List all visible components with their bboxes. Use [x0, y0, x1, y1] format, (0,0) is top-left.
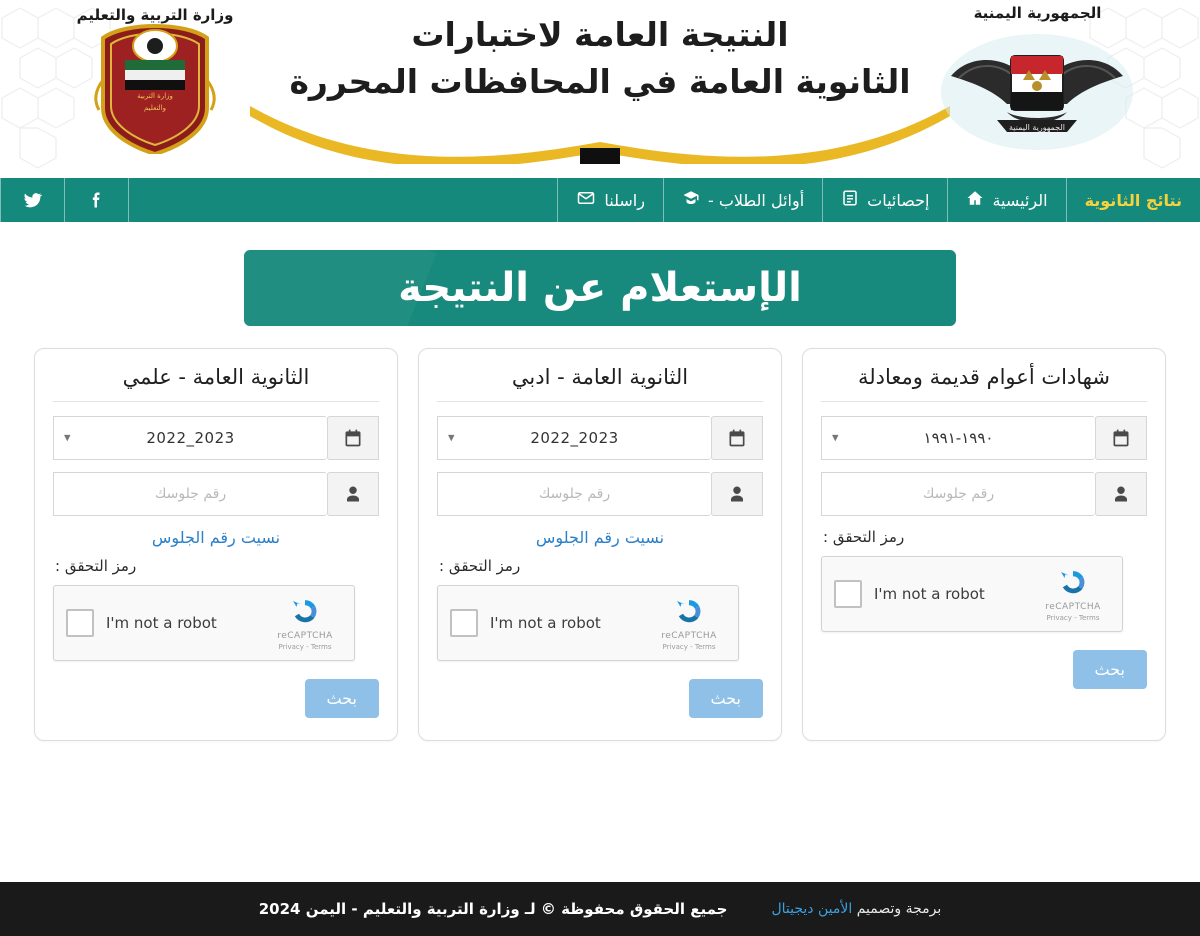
- republic-logo-caption: الجمهورية اليمنية: [973, 4, 1102, 22]
- card-scientific-recaptcha[interactable]: [53, 585, 355, 661]
- card-scientific-seat-row: [53, 472, 379, 516]
- card-scientific-search-button[interactable]: بحث: [305, 679, 380, 718]
- card-literary-search-button[interactable]: بحث: [689, 679, 764, 718]
- ministry-logo: [60, 4, 250, 154]
- chevron-down-icon: ▾: [64, 430, 71, 446]
- card-scientific-captcha-label: رمز التحقق :: [55, 557, 137, 575]
- card-literary-seat-placeholder: رقم جلوسك: [538, 486, 611, 502]
- calendar-icon: [711, 416, 763, 460]
- chevron-down-icon: ▾: [448, 430, 455, 446]
- yemen-eagle-emblem-icon: [930, 2, 1145, 154]
- twitter-icon: [22, 190, 44, 210]
- card-literary-year-row: [437, 416, 763, 460]
- header-title-line-2: الثانوية العامة في المحافظات المحررة: [289, 62, 911, 101]
- card-literary-seat-row: [437, 472, 763, 516]
- nav-item-statistics[interactable]: [822, 178, 947, 222]
- recaptcha-brand: [1036, 566, 1110, 622]
- user-icon: [327, 472, 379, 516]
- card-scientific: [34, 348, 398, 741]
- card-old-certificates-year-value: ١٩٩٠-١٩٩١: [923, 429, 994, 447]
- svg-text:الجمهورية اليمنية: الجمهورية اليمنية: [1008, 123, 1066, 132]
- nav-item-contact-label: راسلنا: [604, 190, 645, 210]
- card-scientific-title: الثانوية العامة - علمي: [53, 365, 379, 402]
- recaptcha-checkbox[interactable]: [834, 580, 862, 608]
- card-literary-year-value: 2023_2022: [530, 429, 619, 447]
- card-old-certificates-year-row: [821, 416, 1147, 460]
- card-old-certificates-recaptcha[interactable]: [821, 556, 1123, 632]
- golden-swoosh-decoration: [250, 104, 950, 164]
- user-icon: [1095, 472, 1147, 516]
- svg-text:وزارة التربية: وزارة التربية: [137, 92, 173, 100]
- recaptcha-logo-icon: [672, 595, 706, 629]
- calendar-icon: [1095, 416, 1147, 460]
- recaptcha-brand: [268, 595, 342, 651]
- card-literary-title: الثانوية العامة - ادبي: [437, 365, 763, 402]
- recaptcha-logo-icon: [1056, 566, 1090, 600]
- search-cards-container: [0, 348, 1200, 741]
- card-old-certificates-title: شهادات أعوام قديمة ومعادلة: [821, 365, 1147, 402]
- home-icon: [966, 189, 984, 211]
- ministry-logo-caption: وزارة التربية والتعليم: [76, 6, 234, 24]
- recaptcha-legal: Privacy - Terms: [278, 643, 332, 651]
- main-navigation[interactable]: [0, 178, 1200, 222]
- footer-credit-prefix: برمجة وتصميم: [852, 901, 942, 917]
- card-scientific-year-row: [53, 416, 379, 460]
- card-scientific-year-select[interactable]: [53, 416, 327, 460]
- recaptcha-brand: [652, 595, 726, 651]
- card-old-certificates-year-select[interactable]: [821, 416, 1095, 460]
- card-old-certificates-seat-row: [821, 472, 1147, 516]
- nav-item-statistics-label: إحصائيات: [867, 190, 930, 210]
- republic-logo: [930, 2, 1145, 154]
- calendar-icon: [327, 416, 379, 460]
- facebook-icon: [87, 190, 107, 210]
- card-old-certificates: [802, 348, 1166, 741]
- recaptcha-brand-name: reCAPTCHA: [661, 631, 717, 641]
- stats-icon: [841, 189, 859, 211]
- card-scientific-forgot-seat-link[interactable]: نسيت رقم الجلوس: [151, 528, 281, 547]
- footer-credit: [771, 901, 941, 917]
- recaptcha-text: I'm not a robot: [874, 585, 985, 603]
- nav-item-results-label: نتائج الثانوية: [1084, 190, 1182, 210]
- card-literary-submit-row: [437, 679, 763, 718]
- card-literary-year-select[interactable]: [437, 416, 711, 460]
- card-scientific-submit-row: [53, 679, 379, 718]
- card-literary-recaptcha[interactable]: [437, 585, 739, 661]
- card-literary: [418, 348, 782, 741]
- header-title-line-1: النتيجة العامة لاختبارات: [411, 15, 789, 54]
- card-old-certificates-seat-placeholder: رقم جلوسك: [922, 486, 995, 502]
- user-icon: [711, 472, 763, 516]
- nav-item-top-students-label: أوائل الطلاب -: [707, 190, 805, 210]
- card-scientific-seat-placeholder: رقم جلوسك: [154, 486, 227, 502]
- recaptcha-text: I'm not a robot: [106, 614, 217, 632]
- nav-item-contact[interactable]: [557, 178, 663, 222]
- card-old-certificates-captcha-label: رمز التحقق :: [823, 528, 905, 546]
- recaptcha-logo-icon: [288, 595, 322, 629]
- recaptcha-checkbox[interactable]: [450, 609, 478, 637]
- recaptcha-legal: Privacy - Terms: [1046, 614, 1100, 622]
- top-students-icon: [682, 189, 700, 211]
- page-title: الإستعلام عن النتيجة: [244, 250, 956, 326]
- nav-spacer: [128, 178, 557, 222]
- card-scientific-seat-input[interactable]: [53, 472, 327, 516]
- card-literary-forgot-seat-link[interactable]: نسيت رقم الجلوس: [535, 528, 665, 547]
- card-literary-captcha-label: رمز التحقق :: [439, 557, 521, 575]
- nav-item-home-label: الرئيسية: [992, 190, 1048, 210]
- recaptcha-text: I'm not a robot: [490, 614, 601, 632]
- recaptcha-brand-name: reCAPTCHA: [1045, 602, 1101, 612]
- mail-icon: [576, 189, 596, 211]
- site-header: [0, 0, 1200, 178]
- card-literary-seat-input[interactable]: [437, 472, 711, 516]
- card-old-certificates-search-button[interactable]: بحث: [1073, 650, 1148, 689]
- nav-item-results[interactable]: [1066, 178, 1200, 222]
- ministry-emblem-icon: [60, 4, 250, 154]
- site-footer: [0, 882, 1200, 936]
- page-title-banner-wrap: [0, 250, 1200, 326]
- footer-copyright: جميع الحقوق محفوظة © لـ وزارة التربية والتعليم - اليمن 2024: [258, 900, 728, 918]
- recaptcha-legal: Privacy - Terms: [662, 643, 716, 651]
- card-old-certificates-seat-input[interactable]: [821, 472, 1095, 516]
- card-old-certificates-submit-row: [821, 650, 1147, 689]
- recaptcha-checkbox[interactable]: [66, 609, 94, 637]
- recaptcha-brand-name: reCAPTCHA: [277, 631, 333, 641]
- chevron-down-icon: ▾: [832, 430, 839, 446]
- facebook-link[interactable]: [64, 178, 128, 222]
- footer-credit-brand[interactable]: الأمين ديجيتال: [771, 901, 853, 917]
- twitter-link[interactable]: [0, 178, 64, 222]
- nav-item-top-students[interactable]: [663, 178, 822, 222]
- card-scientific-year-value: 2023_2022: [146, 429, 235, 447]
- nav-item-home[interactable]: [947, 178, 1065, 222]
- svg-text:والتعليم: والتعليم: [143, 104, 167, 112]
